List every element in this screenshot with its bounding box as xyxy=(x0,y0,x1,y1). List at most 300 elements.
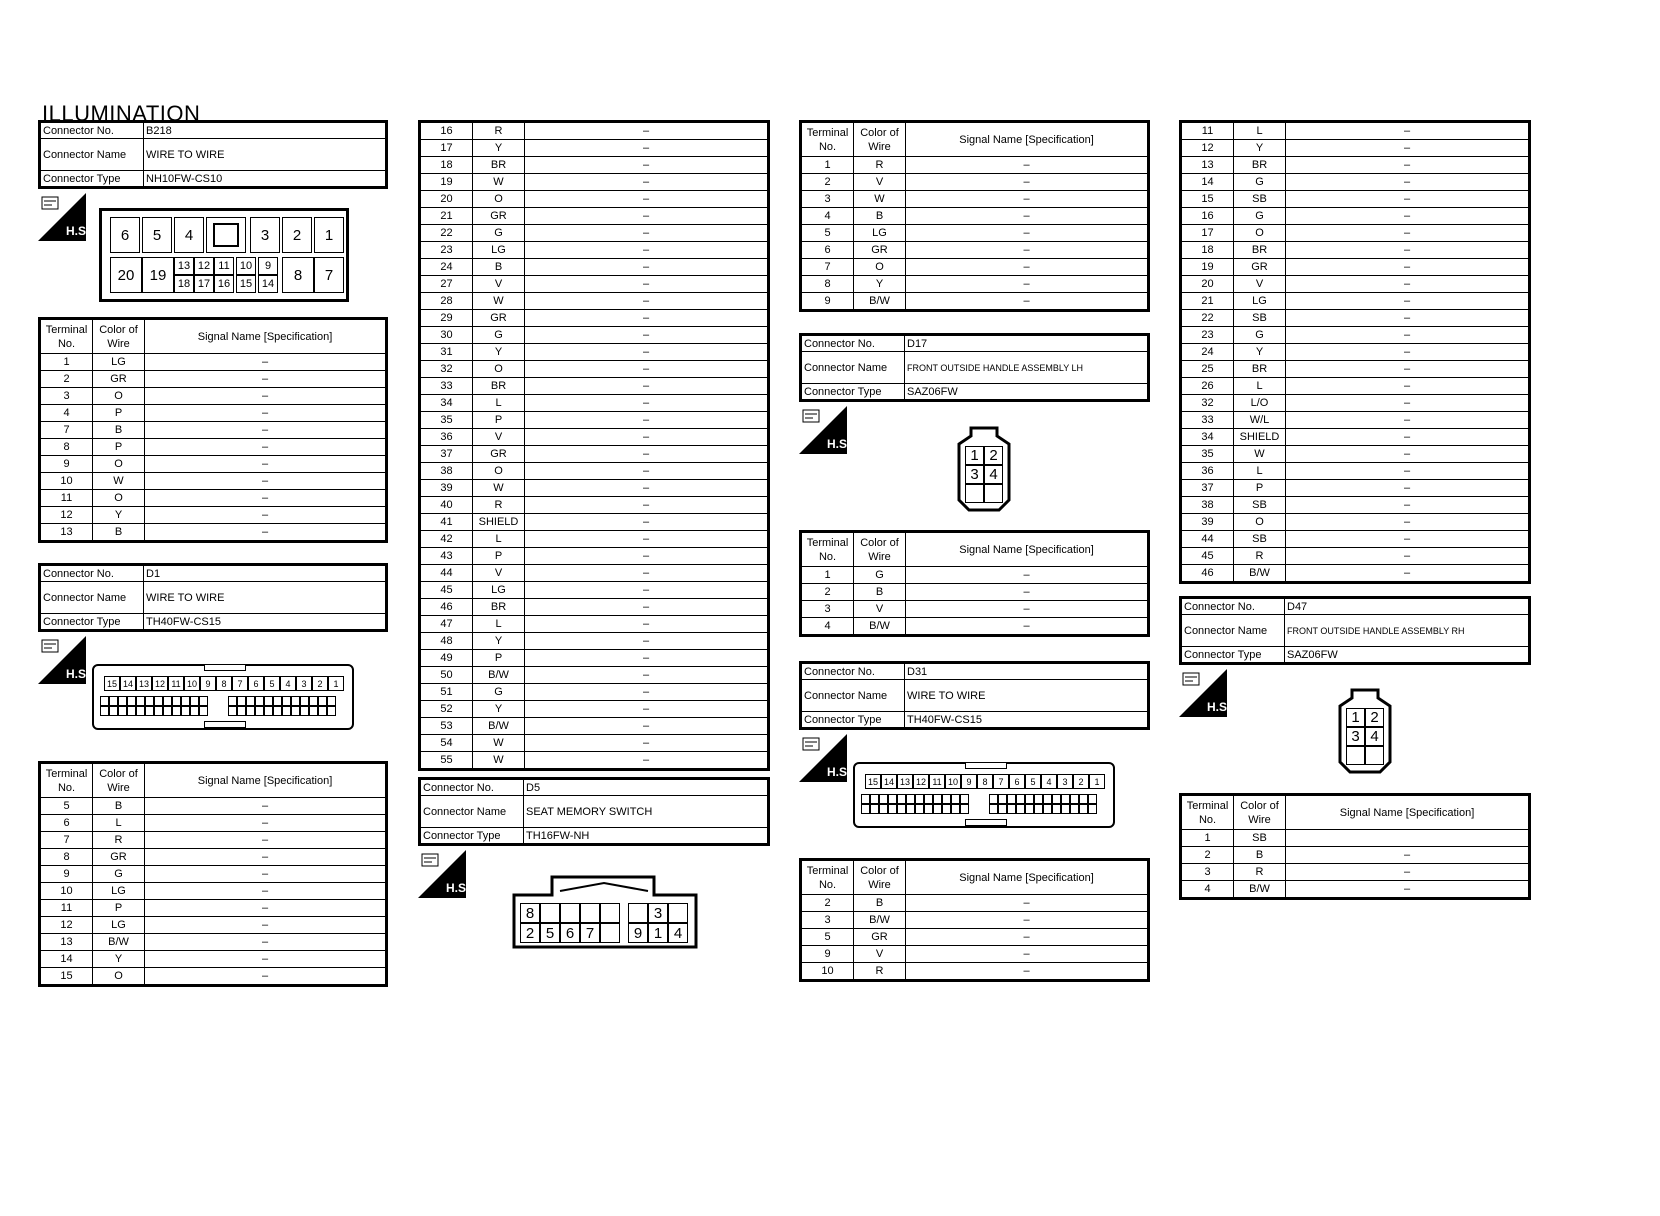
connector-diagram-d47 xyxy=(1336,688,1394,774)
header-signal: Signal Name [Specification] xyxy=(906,860,1149,895)
terminal-no: 14 xyxy=(40,951,93,968)
header-signal: Signal Name [Specification] xyxy=(906,532,1149,567)
signal-name: – xyxy=(145,815,387,832)
pin-cell xyxy=(668,903,688,923)
pin-cell: 9 xyxy=(258,257,278,275)
table-row xyxy=(420,735,769,752)
label: Connector No. xyxy=(40,565,144,582)
wire-color: W xyxy=(93,473,145,490)
label: Connector Name xyxy=(1181,615,1285,647)
latch-tab xyxy=(965,762,1007,769)
table-row xyxy=(801,259,1149,276)
pin-cell xyxy=(118,706,127,716)
signal-name: – xyxy=(906,174,1149,191)
wire-color: R xyxy=(1234,864,1286,881)
terminal-no: 21 xyxy=(420,208,473,225)
signal-name: – xyxy=(1286,395,1530,412)
header-signal: Signal Name [Specification] xyxy=(1286,795,1530,830)
terminal-no: 49 xyxy=(420,650,473,667)
table-row xyxy=(40,866,387,883)
table-row xyxy=(1181,847,1530,864)
table-row xyxy=(420,225,769,242)
terminal-no: 12 xyxy=(40,507,93,524)
table-row xyxy=(420,378,769,395)
pin-cell xyxy=(870,804,879,814)
terminal-no: 7 xyxy=(40,422,93,439)
wire-color: W xyxy=(1234,446,1286,463)
table-row xyxy=(801,157,1149,174)
terminal-no: 37 xyxy=(1181,480,1234,497)
wire-color: GR xyxy=(854,929,906,946)
pin-cell: 3 xyxy=(1346,727,1365,746)
signal-name: – xyxy=(1286,174,1530,191)
connector-no: D5 xyxy=(524,779,769,796)
signal-name: – xyxy=(1286,864,1530,881)
wire-color: R xyxy=(473,122,525,140)
label: Connector No. xyxy=(1181,598,1285,615)
signal-name: – xyxy=(145,439,387,456)
header-color: Color of Wire xyxy=(1234,795,1286,830)
connector-no: D47 xyxy=(1285,598,1530,615)
table-row xyxy=(1181,157,1530,174)
connector-info-d31 xyxy=(799,661,1150,730)
connector-no: D31 xyxy=(905,663,1149,680)
signal-name: – xyxy=(145,951,387,968)
label: Connector Type xyxy=(40,171,144,188)
table-row xyxy=(801,929,1149,946)
wire-color: O xyxy=(93,490,145,507)
hs-icon xyxy=(38,636,90,684)
terminal-no: 12 xyxy=(1181,140,1234,157)
pin-cell xyxy=(300,706,309,716)
wire-color: L xyxy=(473,531,525,548)
terminal-no: 5 xyxy=(40,798,93,815)
hs-icon xyxy=(1179,669,1231,717)
pin-cell xyxy=(291,696,300,706)
signal-name: – xyxy=(906,191,1149,208)
wire-color: SHIELD xyxy=(1234,429,1286,446)
wire-color: LG xyxy=(854,225,906,242)
wire-color: V xyxy=(854,174,906,191)
pin-cell xyxy=(109,696,118,706)
svg-text:H.S.: H.S. xyxy=(1207,700,1231,714)
terminal-no: 1 xyxy=(40,354,93,371)
pin-cell xyxy=(154,706,163,716)
pin-cell xyxy=(1061,804,1070,814)
svg-text:H.S.: H.S. xyxy=(66,667,90,681)
table-row xyxy=(420,344,769,361)
terminal-no: 1 xyxy=(801,567,854,584)
wire-color: O xyxy=(1234,514,1286,531)
signal-name: – xyxy=(525,191,769,208)
table-row xyxy=(420,514,769,531)
pin-cell xyxy=(136,696,145,706)
terminal-no: 38 xyxy=(1181,497,1234,514)
wire-color: O xyxy=(473,191,525,208)
pin-cell: 7 xyxy=(580,923,600,943)
table-row xyxy=(801,225,1149,242)
wire-color: G xyxy=(93,866,145,883)
pin-cell: 8 xyxy=(282,257,314,293)
table-row xyxy=(1181,429,1530,446)
pin-cell: 8 xyxy=(216,676,232,691)
signal-name: – xyxy=(525,752,769,770)
wire-color: GR xyxy=(854,242,906,259)
wire-color: LG xyxy=(473,242,525,259)
pin-cell xyxy=(861,794,870,804)
wire-color: BR xyxy=(473,157,525,174)
signal-name: – xyxy=(906,946,1149,963)
pin-cell: 10 xyxy=(236,257,256,275)
terminal-no: 3 xyxy=(40,388,93,405)
hs-icon xyxy=(799,406,851,454)
signal-name: – xyxy=(525,276,769,293)
signal-name: – xyxy=(1286,208,1530,225)
signal-name: – xyxy=(525,616,769,633)
terminal-no: 11 xyxy=(40,900,93,917)
terminal-no: 1 xyxy=(1181,830,1234,847)
table-row xyxy=(801,242,1149,259)
pin-cell: 6 xyxy=(1009,774,1025,789)
table-row xyxy=(1181,480,1530,497)
table-row xyxy=(40,968,387,986)
pin-cell xyxy=(960,794,969,804)
pin-cell xyxy=(998,804,1007,814)
terminal-no: 31 xyxy=(420,344,473,361)
signal-name: – xyxy=(145,473,387,490)
label: Connector Type xyxy=(40,614,144,631)
wire-color: P xyxy=(93,405,145,422)
pin-cell xyxy=(264,706,273,716)
signal-name: – xyxy=(906,895,1149,912)
pin-cell xyxy=(1079,794,1088,804)
pin-cell: 1 xyxy=(965,446,984,465)
signal-name: – xyxy=(906,618,1149,636)
pin-cell: 4 xyxy=(174,217,204,253)
terminal-no: 48 xyxy=(420,633,473,650)
pin-cell xyxy=(906,794,915,804)
pin-cell: 3 xyxy=(648,903,668,923)
terminal-no: 39 xyxy=(420,480,473,497)
table-row xyxy=(420,480,769,497)
terminal-no: 7 xyxy=(801,259,854,276)
pin-cell xyxy=(942,804,951,814)
pin-cell xyxy=(861,804,870,814)
signal-name: – xyxy=(525,344,769,361)
signal-name: – xyxy=(145,507,387,524)
wire-color: W xyxy=(473,293,525,310)
wire-color: P xyxy=(473,412,525,429)
pin-cell xyxy=(136,706,145,716)
wire-color: Y xyxy=(473,344,525,361)
wire-color: B/W xyxy=(93,934,145,951)
table-row xyxy=(1181,208,1530,225)
header-color: Color of Wire xyxy=(93,763,145,798)
signal-name: – xyxy=(1286,225,1530,242)
terminal-no: 24 xyxy=(420,259,473,276)
terminal-no: 50 xyxy=(420,667,473,684)
pin-cell: 2 xyxy=(282,217,312,253)
pin-cell xyxy=(897,804,906,814)
terminal-no: 11 xyxy=(1181,122,1234,140)
table-row xyxy=(420,565,769,582)
signal-name: – xyxy=(906,929,1149,946)
keyway-cell xyxy=(206,217,246,253)
pin-cell xyxy=(154,696,163,706)
pin-cell: 7 xyxy=(232,676,248,691)
signal-name: – xyxy=(525,718,769,735)
label: Connector Type xyxy=(801,712,905,729)
table-row xyxy=(420,140,769,157)
wire-color: L/O xyxy=(1234,395,1286,412)
pin-cell: 13 xyxy=(136,676,152,691)
terminal-no: 3 xyxy=(801,601,854,618)
pin-cell: 10 xyxy=(945,774,961,789)
pin-cell xyxy=(879,794,888,804)
terminal-no: 9 xyxy=(40,866,93,883)
pin-cell xyxy=(282,706,291,716)
wire-color: V xyxy=(473,276,525,293)
signal-name: – xyxy=(525,633,769,650)
terminal-no: 23 xyxy=(420,242,473,259)
wire-color: P xyxy=(473,650,525,667)
terminal-no: 30 xyxy=(420,327,473,344)
pin-cell xyxy=(888,794,897,804)
terminal-no: 2 xyxy=(801,895,854,912)
pin-cell xyxy=(924,794,933,804)
wire-color: O xyxy=(93,388,145,405)
header-terminal: Terminal No. xyxy=(801,532,854,567)
pin-cell xyxy=(1070,794,1079,804)
terminal-table-d5 xyxy=(799,120,1150,312)
table-row xyxy=(40,832,387,849)
terminal-no: 18 xyxy=(420,157,473,174)
connector-diagram-d5 xyxy=(512,875,698,949)
signal-name: – xyxy=(525,293,769,310)
signal-name: – xyxy=(525,684,769,701)
terminal-table-d47 xyxy=(1179,793,1531,900)
wire-color: B xyxy=(1234,847,1286,864)
table-row xyxy=(420,310,769,327)
table-row xyxy=(420,276,769,293)
terminal-no: 15 xyxy=(40,968,93,986)
latch-tab xyxy=(204,721,246,728)
pin-cell xyxy=(915,804,924,814)
pin-cell xyxy=(1007,804,1016,814)
pin-cell: 7 xyxy=(993,774,1009,789)
wire-color: R xyxy=(1234,548,1286,565)
table-row xyxy=(1181,293,1530,310)
pin-cell xyxy=(127,696,136,706)
wire-color: V xyxy=(1234,276,1286,293)
pin-cell: 1 xyxy=(1089,774,1105,789)
label: Connector Name xyxy=(40,139,144,171)
wire-color: L xyxy=(473,616,525,633)
signal-name: – xyxy=(1286,514,1530,531)
pin-cell: 5 xyxy=(264,676,280,691)
signal-name: – xyxy=(525,122,769,140)
pin-cell: 9 xyxy=(200,676,216,691)
label: Connector Type xyxy=(1181,647,1285,664)
table-row xyxy=(1181,122,1530,140)
wire-color: L xyxy=(93,815,145,832)
terminal-no: 9 xyxy=(801,293,854,311)
pin-cell: 15 xyxy=(865,774,881,789)
pin-cell xyxy=(228,696,237,706)
terminal-no: 36 xyxy=(1181,463,1234,480)
terminal-no: 7 xyxy=(40,832,93,849)
terminal-no: 34 xyxy=(1181,429,1234,446)
wire-color: B/W xyxy=(854,912,906,929)
wire-color: O xyxy=(1234,225,1286,242)
pin-cell xyxy=(246,696,255,706)
wire-color: SB xyxy=(1234,191,1286,208)
pin-cell xyxy=(915,794,924,804)
connector-type: TH40FW-CS15 xyxy=(144,614,387,631)
terminal-no: 29 xyxy=(420,310,473,327)
terminal-no: 25 xyxy=(1181,361,1234,378)
wire-color: B xyxy=(93,798,145,815)
signal-name: – xyxy=(525,242,769,259)
table-row xyxy=(1181,259,1530,276)
hs-icon xyxy=(799,734,851,782)
signal-name: – xyxy=(1286,242,1530,259)
terminal-no: 16 xyxy=(1181,208,1234,225)
signal-name: – xyxy=(145,934,387,951)
pin-cell: 8 xyxy=(977,774,993,789)
pin-cell xyxy=(1052,804,1061,814)
pin-cell: 2 xyxy=(984,446,1003,465)
pin-cell xyxy=(1346,746,1365,765)
table-row xyxy=(40,439,387,456)
pin-cell xyxy=(163,706,172,716)
terminal-no: 13 xyxy=(40,934,93,951)
header-color: Color of Wire xyxy=(854,860,906,895)
terminal-no: 20 xyxy=(1181,276,1234,293)
signal-name: – xyxy=(906,567,1149,584)
wire-color: W xyxy=(473,174,525,191)
signal-name: – xyxy=(1286,344,1530,361)
terminal-no: 39 xyxy=(1181,514,1234,531)
terminal-no: 9 xyxy=(40,456,93,473)
signal-name: – xyxy=(525,514,769,531)
wire-color: B/W xyxy=(473,718,525,735)
terminal-table-d1 xyxy=(38,761,388,987)
table-row xyxy=(420,599,769,616)
terminal-no: 6 xyxy=(40,815,93,832)
table-row xyxy=(1181,463,1530,480)
wire-color: SB xyxy=(1234,531,1286,548)
connector-type: TH40FW-CS15 xyxy=(905,712,1149,729)
pin-cell xyxy=(1034,794,1043,804)
wire-color: V xyxy=(473,429,525,446)
table-row xyxy=(40,388,387,405)
terminal-no: 2 xyxy=(1181,847,1234,864)
pin-cell: 6 xyxy=(560,923,580,943)
terminal-no: 5 xyxy=(801,929,854,946)
pin-cell: 15 xyxy=(236,275,256,293)
table-row xyxy=(420,463,769,480)
terminal-no: 17 xyxy=(1181,225,1234,242)
signal-name: – xyxy=(525,701,769,718)
signal-name: – xyxy=(145,849,387,866)
wire-color: G xyxy=(1234,208,1286,225)
table-row xyxy=(40,900,387,917)
signal-name: – xyxy=(906,208,1149,225)
signal-name: – xyxy=(1286,293,1530,310)
table-row xyxy=(1181,191,1530,208)
pin-cell xyxy=(540,903,560,923)
pin-cell xyxy=(628,903,648,923)
connector-diagram-d17 xyxy=(955,426,1013,512)
terminal-no: 8 xyxy=(40,849,93,866)
terminal-no: 54 xyxy=(420,735,473,752)
table-row xyxy=(40,934,387,951)
wire-color: B xyxy=(93,422,145,439)
signal-name: – xyxy=(1286,378,1530,395)
terminal-no: 3 xyxy=(1181,864,1234,881)
signal-name: – xyxy=(525,650,769,667)
terminal-no: 22 xyxy=(420,225,473,242)
wire-color: V xyxy=(854,601,906,618)
pin-cell xyxy=(1043,794,1052,804)
pin-cell xyxy=(109,706,118,716)
pin-cell: 11 xyxy=(214,257,234,275)
terminal-no: 19 xyxy=(420,174,473,191)
wire-color: LG xyxy=(93,883,145,900)
pin-cell xyxy=(255,696,264,706)
terminal-no: 32 xyxy=(1181,395,1234,412)
pin-cell xyxy=(181,706,190,716)
pin-cell xyxy=(100,706,109,716)
connector-type: SAZ06FW xyxy=(1285,647,1530,664)
terminal-no: 28 xyxy=(420,293,473,310)
terminal-no: 52 xyxy=(420,701,473,718)
wire-color: O xyxy=(854,259,906,276)
pin-cell xyxy=(1016,804,1025,814)
pin-cell: 6 xyxy=(110,217,140,253)
terminal-no: 47 xyxy=(420,616,473,633)
pin-cell xyxy=(951,794,960,804)
wire-color: LG xyxy=(93,917,145,934)
label: Connector Name xyxy=(420,796,524,828)
pin-cell xyxy=(318,706,327,716)
table-row xyxy=(801,584,1149,601)
table-row xyxy=(420,395,769,412)
table-row xyxy=(420,650,769,667)
signal-name: – xyxy=(525,327,769,344)
table-row xyxy=(1181,276,1530,293)
signal-name: – xyxy=(1286,565,1530,583)
wire-color: Y xyxy=(473,701,525,718)
wire-color: R xyxy=(854,157,906,174)
signal-name: – xyxy=(525,565,769,582)
connector-type: SAZ06FW xyxy=(905,384,1149,401)
signal-name: – xyxy=(525,497,769,514)
wire-color: G xyxy=(473,225,525,242)
table-row xyxy=(420,191,769,208)
terminal-no: 18 xyxy=(1181,242,1234,259)
table-row xyxy=(420,667,769,684)
wire-color: B xyxy=(854,895,906,912)
wire-color: P xyxy=(93,439,145,456)
label: Connector No. xyxy=(420,779,524,796)
pin-cell xyxy=(237,706,246,716)
terminal-no: 36 xyxy=(420,429,473,446)
connector-diagram-b218 xyxy=(99,208,349,302)
wire-color: G xyxy=(1234,327,1286,344)
wire-color: O xyxy=(473,463,525,480)
